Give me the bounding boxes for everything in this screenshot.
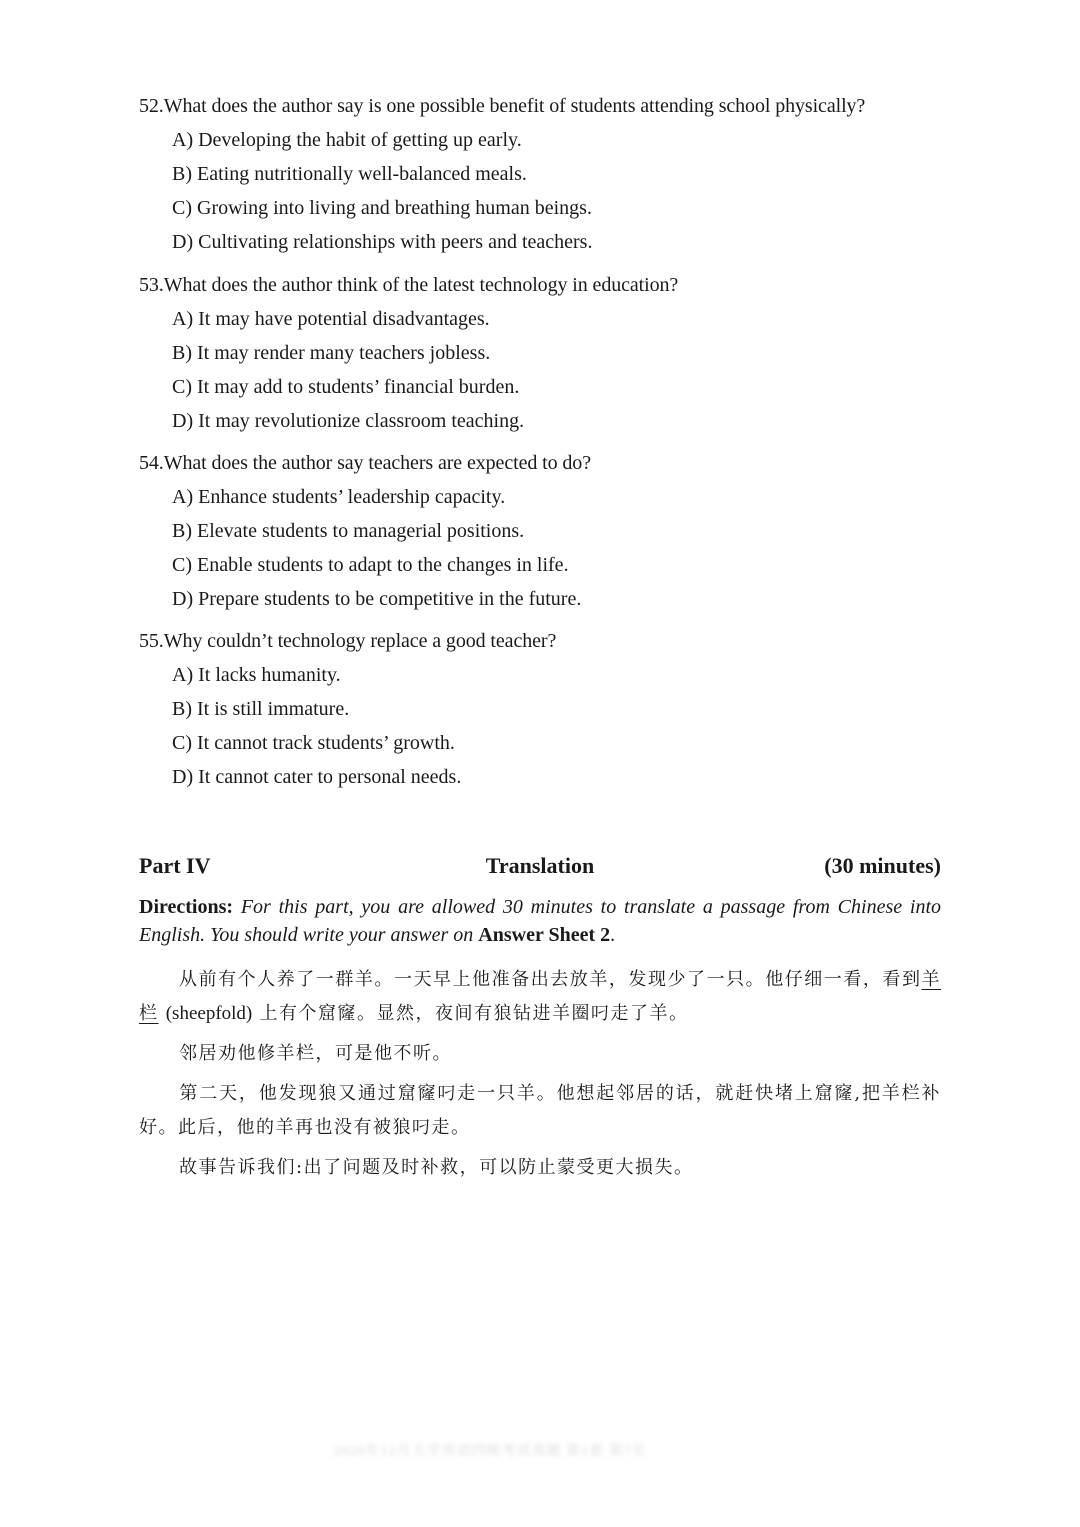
directions [139,893,941,949]
directions-end: . [610,924,616,946]
directions-text: For this part, you are allowed 30 minutes to translate a passage from Chinese into English. You should write your answer on [139,896,942,946]
underlined-term: 羊栏 [139,969,941,1024]
paragraph-text: 从前有个人养了一群羊。一天早上他准备出去放羊，发现少了一只。他仔细一看，看到 [179,969,922,990]
answer-sheet-ref: Answer Sheet 2 [478,924,611,946]
option-b: B) Eating nutritionally well-balanced meals. [172,163,527,185]
option-a: A) It lacks humanity. [172,664,341,686]
question-stem: 55.Why couldn’t technology replace a good teacher? [139,630,557,652]
option-d: D) Cultivating relationships with peers and teachers. [172,231,593,253]
option-c: C) Growing into living and breathing human beings. [172,197,592,219]
option-c: C) It cannot track students’ growth. [172,732,455,754]
question-stem: 54.What does the author say teachers are expected to do? [139,452,591,474]
part-number: Part IV [139,853,211,878]
paragraph-text: 第二天，他发现狼又通过窟窿叼走一只羊。他想起邻居的话，就赶快堵上窟窿,把羊栏补好。此后，他的羊再也没有被狼叼走。 [139,1083,941,1138]
part-time-limit: (30 minutes) [824,853,941,878]
translation-paragraph-3 [139,1077,941,1145]
question-54 [139,446,959,616]
question-stem: 52.What does the author say is one possible benefit of students attending school physically? [139,95,866,117]
option-d: D) It may revolutionize classroom teaching. [172,410,525,432]
part-title: Translation [485,853,595,878]
question-stem: 53.What does the author think of the latest technology in education? [139,274,679,296]
term-gloss: (sheepfold) [165,1003,253,1024]
question-55 [139,624,959,794]
page-footer: 2020年12月大学英语四级考试真题 第1套 第7页 [333,1444,647,1459]
translation-paragraph-1 [139,963,941,1031]
option-b: B) It is still immature. [172,698,350,720]
option-b: B) It may render many teachers jobless. [172,342,491,364]
part-header [139,850,941,882]
option-d: D) It cannot cater to personal needs. [172,766,462,788]
paragraph-text: 邻居劝他修羊栏，可是他不听。 [179,1043,452,1064]
translation-paragraph-2 [139,1037,941,1071]
question-53 [139,268,959,438]
translation-paragraph-4 [139,1151,941,1185]
question-52 [139,89,959,259]
paragraph-text: 故事告诉我们:出了问题及时补救，可以防止蒙受更大损失。 [179,1157,694,1178]
option-c: C) Enable students to adapt to the changes in life. [172,554,569,576]
option-a: A) Developing the habit of getting up early. [172,129,522,151]
paragraph-text: 上有个窟窿。显然，夜间有狼钻进羊圈叼走了羊。 [259,1003,689,1024]
option-b: B) Elevate students to managerial positions. [172,520,525,542]
option-a: A) Enhance students’ leadership capacity. [172,486,506,508]
directions-label: Directions: [139,896,234,918]
option-d: D) Prepare students to be competitive in the future. [172,588,582,610]
option-c: C) It may add to students’ financial burden. [172,376,520,398]
option-a: A) It may have potential disadvantages. [172,308,490,330]
